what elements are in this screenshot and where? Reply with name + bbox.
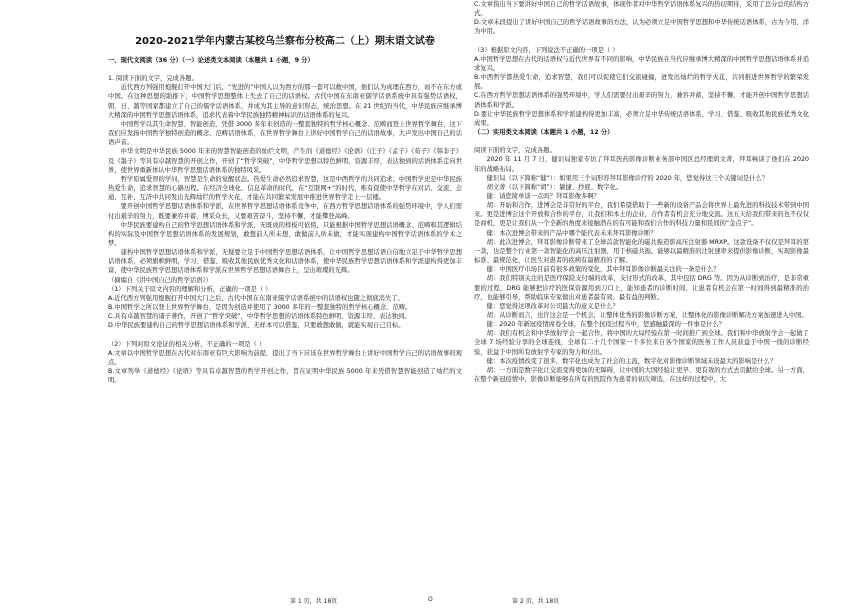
paragraph: 健：本次进博会带来的产品中哪个能代表未来拜耳影像诊断？	[486, 229, 657, 237]
text-line: 阅读下面的文字，完成各题。	[474, 147, 556, 155]
text-line: B.中西哲学都热爱生命，追求智慧，我们可以促使它们交流碰撞，迸发出灿烂的哲学火花，共同推进世界哲学的繁荣发展。	[474, 74, 809, 91]
paragraph: 健：请您简单谈一点吗？拜耳影像多啊？	[486, 192, 600, 200]
text-line: B.文章列举《道德经》《论语》等具有卓越智慧的哲学开创之作，旨在证明中华民族 5000 年来凭借智慧智能创造了灿烂的文明。	[108, 368, 462, 385]
paragraph: 健：本次疫情改变了很多，数字化也成为了社会的主流，数字化对影像诊断领域未设最大的影响是什么？	[486, 357, 777, 365]
paragraph: 胡：我们特别关注的是医疗保险支付端的改革，支付形式的改革，其中包括 DRG 等。因为从诊断到治疗，是非常重要的过程，DRG 能够把诊疗的医保资源用到刀口上，能知患者的诊断时间，让患者有机会在第一时间得到最精准的治疗，也能够引导，帮助临床专家做出对患者最有效、最有益的判断。	[474, 275, 809, 301]
paragraph: 胡：开始和合作，进博会是非常好的平台，我们希望借助于一些新的设备产品会将世界上最先进的科技技术带到中国来。更是进博会这个开放和合作的平台，让我们和本土的企业，合作者有机会充分地交流。这五天给我们带来的也不仅仅是商机，更是让我们从一个全新的角度来接触潜在的有可能和我们合作的科技力量和民间的“金点子”。	[474, 202, 809, 228]
paragraph: 中华文明是中华民族 5000 年来的智慧智能创造的灿烂文明，产生的《道德经》《论语》《庄子》《孟子》《荀子》《韩非子》及《墨子》等具有卓越智慧的开创之作，开创了“哲学突破”，中华哲学思想以特色鲜明，资源丰厚，表达独到的话语体系走向世界，使世界重新体认中华哲学思想话语体系的独特风采。	[108, 148, 462, 174]
text-line: C.在西方哲学思想话语体系的强势环境中，学人们需要付出艰辛的努力，兼容并蓄，坚持不懈，才能开创中国哲学思想话语体系和学派。	[474, 92, 809, 109]
paragraph: 健：中国医疗市场目前有很多政策的变化，其中拜耳影像诊断最关注的一条是什么？	[486, 266, 720, 274]
paragraph: 胡：一方面是数字化让交流变得更加的无障碍，让中国的大国经验让更早、更有效的方式去贡献给全球。另一方面，在整个新冠疫情中，影像诊断能够在所有的医院作为患者的初次筛选，在这样的过程中，大	[474, 366, 809, 384]
footer-page-left: 第 1 页，共 18页	[290, 598, 338, 605]
text-line: A.近代西方列强用炮舰打开中国大门之后，古代中国在东南亚儒学话语系统中的话语权也随之彻底消失了。	[108, 294, 404, 302]
paragraph: 胡：此次进博会，拜耳影像诊断带来了全球首款智能化的磁共振造影高压注射器 MRXP。这款设备不仅仅是拜耳的第一款，也是整个行业第一款智能化的高压注射器，用于核磁共振。能够以最精准的注射速率来提供影像诊断，实现影像最标准、最规范化，让医生对患者的疾病有最精准的了解。	[474, 238, 809, 265]
paragraph: 健：2020 年新冠疫情席卷全球，在整个抗疫过程当中，您感触最深的一件事是什么？	[486, 321, 726, 329]
left-body	[108, 56, 462, 385]
text-line: （2）下列对原文论证的相关分析，不正确的一项是（ ）	[108, 340, 266, 348]
section-heading: （二）实用类文本阅读（本题共 1 小题，12 分）	[474, 129, 614, 137]
text-line: C.文章指出当下要讲好中国自己的哲学话语故事，体现作者对中华哲学话语体系复兴的热切期待，采用了总分总的结构方式。	[474, 1, 809, 18]
paragraph: 哲学原属爱智的学问，智慧是生命的觉醒状态。热爱生命必然追求智慧，这是中西哲学的共同追求；中国哲学史是中华民族热爱生命，追求智慧的心路历程。在经济全球化、信息革命的时代，在“互联网+”的时代，唯有促使中华哲学在对话、交流、会通、互补、互济中共同发出光辉灿烂的哲学火花，才能在共同繁荣发展中推进世界哲学走上一层楼。	[108, 175, 462, 202]
left-column	[108, 0, 462, 594]
right-column	[474, 0, 809, 594]
spacer	[108, 331, 462, 340]
text-line: C.具有卓越智慧的诸子著作，开创了“哲学突破”，中华哲学思想的话语体系特色鲜明、资源丰厚、表达独到。	[108, 313, 411, 321]
paragraph: 胡：从诊断而言，也许这会是一个机会，让整体优秀的影像诊断方案，让整体化的影像诊断解决方案加速进入中国。	[486, 312, 808, 319]
paragraph: 胡文菁（以下简称“胡”）：敏捷、抄底、数字化。	[486, 183, 623, 191]
paragraph: 要开创中国哲学思想话语体系和学派，在世界哲学思想话语体系竞争中，在西方哲学思想话语体系的强势环境中，学人们需付出艰辛的努力，既要兼容并蓄、博采众长，又要艰苦奋斗，坚持不懈，才能攀登高峰。	[108, 203, 462, 220]
paragraph: 健识局（以下简称“健”）：如果用三个词形容拜耳影像诊疗的 2020 年，您觉得这三个关键词是什么？	[486, 174, 769, 182]
text-line: D.文章末段提出了讲好中国自己的哲学话语故事的方法，认为必须立足中国哲学思想和中华传统话语体系，古为今用，洋为中用。	[474, 19, 809, 36]
paragraph: 中华民族要建构自己的哲学思想话语体系和学派，无既成的样板可依傍，只能根据中国哲学思想话语概念、范畴和其逻辑结构的实际及中国哲学思想话语体系的发展规划，敢想前人所未想、敢做前人所未做，才能实现建构中国哲学话语体系的学术之梦。	[108, 221, 462, 247]
text-line: （3）根据原文内容，下列说法不正确的一项是（ ）	[474, 46, 619, 54]
section-heading: 一、现代文阅读（36 分）（一）论述类文本阅读（本题共 1 小题，9 分）	[108, 57, 314, 64]
page-footer	[0, 594, 860, 606]
right-body	[474, 0, 809, 384]
paragraph: 2020 年 11 月 7 日，健识局独家专访了拜耳医药影像诊断业务部中国区总经理胡文菁，拜耳畅谈了他们在 2020 年的战略布局。	[474, 156, 809, 173]
text-line: A.中国哲学思想在古代的话语权与近代世界有不同的影响，中华民族在当代应继承博大精深的中国哲学思想话语体系并追求复兴。	[474, 55, 809, 72]
text-line: A.文章以中国哲学思想在古代对东南亚有巨大影响为前提，提出了当下应该在世界哲学舞台上讲好中国哲学自己的话语故事的观点。	[108, 349, 462, 366]
text-line: B.中国哲学之所以登上世界哲学舞台，是因为创造并使用了 3000 多年的一整套独特的哲学核心概念、范畴。	[108, 304, 412, 312]
paragraph: 中国哲学以其生命智慧、智能创造，凭借 3000 多年来创造的一整套独特的哲学核心概念、范畴而登上世界哲学舞台，这下我们应发扬中国哲学独特创造的概念、范畴话语体系，在世界哲学舞台上讲好中国哲学自己的话语故事，大声发出中国自己的话语声音。	[108, 120, 462, 147]
text-line: D.要让中华民族哲学思想体系和学派建构得更加丰富，必须立足中华传统话语体系，学习、借鉴、吸收其他民族优秀文化成果。	[474, 110, 809, 127]
paragraph: 健：您觉得这项改革对公司最大的意义是什么？	[486, 302, 619, 310]
text-line: D.中华民族要建构自己的哲学思想话语体系和学派，无样本可以借鉴，只要敢想敢做，就能实现自己目标。	[108, 322, 405, 330]
exam-title: 2020-2021学年内蒙古某校乌兰察布分校高二（上）期末语文试卷	[135, 36, 435, 47]
spacer	[474, 37, 809, 46]
text-line: 1. 阅读下面的文字，完成各题。	[108, 75, 198, 83]
text-line: （摘编自《讲中国自己的哲学话语》）	[108, 276, 212, 284]
text-line: （1）下列关于原文内容的理解和分析，正确的一项是（ ）	[108, 285, 272, 293]
spacer	[108, 65, 462, 74]
paragraph: 近代西方列强用炮舰打开中国大门后，“先进的”中国人以为西方的那一套可以救中国，他们认为真理在西方，而不在东方或中国。在这种思想的助推下，中国哲学思想整体上失去了自己的话语权。古代中国在东南亚儒学话语系统中具有强势话语权，朝、日、越等国家都建立了自己的儒学话语体系，并成为其主导的意识形态，统治思想。在 21 世纪的当代，中华民族应继承博大精深的中国哲学思想话语体系，追求代表着中华民族独特精神标识的话语体系的复兴。	[108, 84, 462, 119]
paragraph: 建构中国哲学思想话语体系和学派，无疑要立足于中国哲学思想话语体系，让中国哲学思想话语自信地立足于中华哲学思想话语体系，必须旗帜鲜明，学习、借鉴、吸收其他民族优秀文化和话语体系，使中华民族哲学思想话语体系和学派建构得更加丰富，使中华民族哲学思想话语体系和学派在世界哲学思想话语舞台上，呈出璀璨的光辉。	[108, 249, 462, 275]
spacer	[474, 137, 809, 146]
footer-page-right: 第 2 页，共 18页	[512, 598, 560, 605]
footer-center-mark: O	[428, 596, 433, 603]
paragraph: 胡：我们有机会和中华放射学会一起合作，将中国的大局经验在第一时间推广到全球。我们和中华放射学会一起做了全球 7 场经验分享的全球连线，全球有二十几个国家一千多位来自各个国家的医务工作人员获益于中国一线的诊断经验，获益于中国所有放射学专家的努力和付出。	[474, 330, 809, 356]
